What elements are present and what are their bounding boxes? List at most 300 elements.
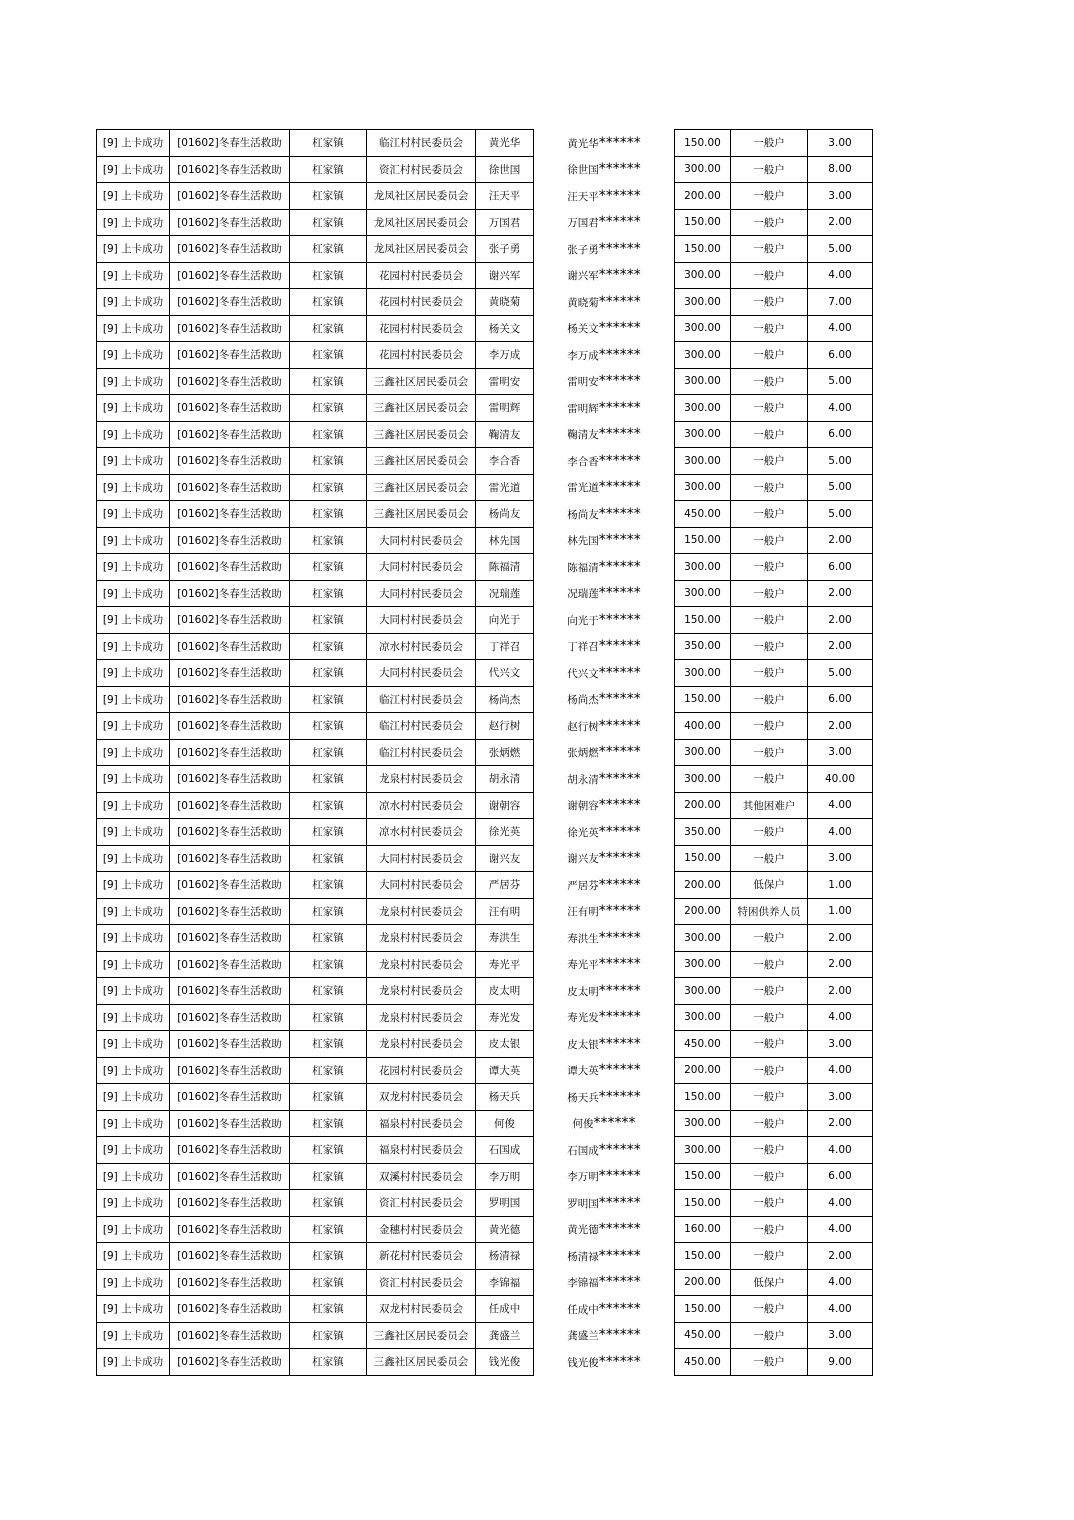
household-type-cell: 一般户	[731, 925, 808, 952]
amount-cell: 300.00	[675, 660, 731, 687]
household-type-cell: 一般户	[731, 951, 808, 978]
amount-cell: 150.00	[675, 845, 731, 872]
town-cell: 杠家镇	[290, 660, 367, 687]
masked-name-cell	[534, 633, 675, 660]
name-cell: 黄光华	[476, 130, 534, 157]
town-cell: 杠家镇	[290, 262, 367, 289]
village-cell: 凉水村村民委员会	[367, 792, 476, 819]
status-cell: [9] 上卡成功	[97, 660, 170, 687]
village-cell: 龙泉村村民委员会	[367, 898, 476, 925]
project-cell: [01602]冬春生活救助	[170, 898, 290, 925]
count-cell: 3.00	[808, 1322, 873, 1349]
masked-name-text: 寿光发	[567, 1012, 599, 1025]
masked-name-text: 严居芬	[567, 879, 599, 892]
masked-name-cell	[534, 209, 675, 236]
mask-text: ******	[598, 1247, 641, 1264]
amount-cell: 400.00	[675, 713, 731, 740]
village-cell: 大同村村民委员会	[367, 554, 476, 581]
village-cell: 龙凤社区居民委员会	[367, 209, 476, 236]
household-type-cell: 一般户	[731, 1163, 808, 1190]
status-cell: [9] 上卡成功	[97, 925, 170, 952]
masked-name-text: 张炳燃	[567, 747, 599, 760]
project-cell: [01602]冬春生活救助	[170, 1216, 290, 1243]
status-cell: [9] 上卡成功	[97, 421, 170, 448]
masked-name-cell	[534, 1269, 675, 1296]
village-cell: 龙凤社区居民委员会	[367, 236, 476, 263]
amount-cell: 200.00	[675, 872, 731, 899]
town-cell: 杠家镇	[290, 448, 367, 475]
masked-name-text: 杨天兵	[567, 1091, 599, 1104]
count-cell: 5.00	[808, 236, 873, 263]
relief-table	[96, 129, 873, 1376]
masked-name-text: 谢兴友	[567, 853, 599, 866]
village-cell: 新花村村民委员会	[367, 1243, 476, 1270]
amount-cell: 300.00	[675, 554, 731, 581]
amount-cell: 200.00	[675, 898, 731, 925]
table-row	[97, 1084, 873, 1111]
table-row	[97, 686, 873, 713]
household-type-cell: 一般户	[731, 766, 808, 793]
masked-name-text: 胡永清	[567, 773, 599, 786]
village-cell: 双龙村村民委员会	[367, 1296, 476, 1323]
status-cell: [9] 上卡成功	[97, 1216, 170, 1243]
table-row	[97, 1031, 873, 1058]
status-cell: [9] 上卡成功	[97, 156, 170, 183]
status-cell: [9] 上卡成功	[97, 474, 170, 501]
village-cell: 花园村村民委员会	[367, 342, 476, 369]
mask-text: ******	[598, 399, 641, 416]
masked-name-text: 谢朝容	[567, 800, 599, 813]
project-cell: [01602]冬春生活救助	[170, 1190, 290, 1217]
mask-text: ******	[598, 744, 641, 761]
household-type-cell: 一般户	[731, 421, 808, 448]
project-cell: [01602]冬春生活救助	[170, 1004, 290, 1031]
name-cell: 罗明国	[476, 1190, 534, 1217]
amount-cell: 300.00	[675, 1110, 731, 1137]
table-row	[97, 951, 873, 978]
village-cell: 双溪村村民委员会	[367, 1163, 476, 1190]
project-cell: [01602]冬春生活救助	[170, 792, 290, 819]
masked-name-cell	[534, 315, 675, 342]
amount-cell: 300.00	[675, 421, 731, 448]
count-cell: 4.00	[808, 1057, 873, 1084]
household-type-cell: 一般户	[731, 156, 808, 183]
table-row	[97, 1349, 873, 1376]
village-cell: 临江村村民委员会	[367, 686, 476, 713]
project-cell: [01602]冬春生活救助	[170, 607, 290, 634]
mask-text: ******	[598, 1062, 641, 1079]
masked-name-text: 汪天平	[567, 190, 599, 203]
town-cell: 杠家镇	[290, 607, 367, 634]
masked-name-cell	[534, 236, 675, 263]
masked-name-cell	[534, 289, 675, 316]
mask-text: ******	[598, 611, 641, 628]
name-cell: 汪有明	[476, 898, 534, 925]
household-type-cell: 一般户	[731, 660, 808, 687]
amount-cell: 300.00	[675, 925, 731, 952]
name-cell: 徐光英	[476, 819, 534, 846]
table-row	[97, 156, 873, 183]
project-cell: [01602]冬春生活救助	[170, 845, 290, 872]
name-cell: 石国成	[476, 1137, 534, 1164]
table-row	[97, 1004, 873, 1031]
village-cell: 三鑫社区居民委员会	[367, 448, 476, 475]
count-cell: 8.00	[808, 156, 873, 183]
amount-cell: 300.00	[675, 978, 731, 1005]
count-cell: 5.00	[808, 501, 873, 528]
masked-name-text: 杨尚杰	[567, 694, 599, 707]
masked-name-cell	[534, 262, 675, 289]
amount-cell: 150.00	[675, 209, 731, 236]
masked-name-cell	[534, 1216, 675, 1243]
table-row	[97, 236, 873, 263]
amount-cell: 300.00	[675, 368, 731, 395]
project-cell: [01602]冬春生活救助	[170, 421, 290, 448]
amount-cell: 150.00	[675, 130, 731, 157]
count-cell: 2.00	[808, 1243, 873, 1270]
status-cell: [9] 上卡成功	[97, 1322, 170, 1349]
table-row	[97, 289, 873, 316]
count-cell: 3.00	[808, 845, 873, 872]
project-cell: [01602]冬春生活救助	[170, 1057, 290, 1084]
masked-name-text: 皮太明	[567, 985, 599, 998]
mask-text: ******	[598, 664, 641, 681]
mask-text: ******	[598, 479, 641, 496]
project-cell: [01602]冬春生活救助	[170, 819, 290, 846]
household-type-cell: 一般户	[731, 315, 808, 342]
mask-text: ******	[598, 1141, 641, 1158]
project-cell: [01602]冬春生活救助	[170, 474, 290, 501]
masked-name-cell	[534, 395, 675, 422]
masked-name-text: 寿光平	[567, 959, 599, 972]
town-cell: 杠家镇	[290, 1004, 367, 1031]
amount-cell: 450.00	[675, 1322, 731, 1349]
masked-name-cell	[534, 845, 675, 872]
masked-name-cell	[534, 686, 675, 713]
masked-name-cell	[534, 792, 675, 819]
town-cell: 杠家镇	[290, 1349, 367, 1376]
name-cell: 钱光俊	[476, 1349, 534, 1376]
mask-text: ******	[598, 823, 641, 840]
town-cell: 杠家镇	[290, 633, 367, 660]
masked-name-cell	[534, 554, 675, 581]
name-cell: 寿洪生	[476, 925, 534, 952]
masked-name-text: 万国君	[567, 217, 599, 230]
town-cell: 杠家镇	[290, 342, 367, 369]
household-type-cell: 特困供养人员	[731, 898, 808, 925]
status-cell: [9] 上卡成功	[97, 951, 170, 978]
masked-name-cell	[534, 607, 675, 634]
masked-name-cell	[534, 1137, 675, 1164]
count-cell: 2.00	[808, 607, 873, 634]
amount-cell: 300.00	[675, 766, 731, 793]
name-cell: 谭大英	[476, 1057, 534, 1084]
village-cell: 大同村村民委员会	[367, 580, 476, 607]
table-row	[97, 925, 873, 952]
mask-text: ******	[598, 1327, 641, 1344]
village-cell: 三鑫社区居民委员会	[367, 501, 476, 528]
masked-name-text: 黄光德	[567, 1224, 599, 1237]
table-row	[97, 633, 873, 660]
project-cell: [01602]冬春生活救助	[170, 1031, 290, 1058]
amount-cell: 300.00	[675, 739, 731, 766]
name-cell: 李万成	[476, 342, 534, 369]
household-type-cell: 一般户	[731, 1137, 808, 1164]
table-row	[97, 501, 873, 528]
status-cell: [9] 上卡成功	[97, 633, 170, 660]
town-cell: 杠家镇	[290, 1031, 367, 1058]
status-cell: [9] 上卡成功	[97, 1296, 170, 1323]
status-cell: [9] 上卡成功	[97, 1349, 170, 1376]
masked-name-cell	[534, 448, 675, 475]
town-cell: 杠家镇	[290, 156, 367, 183]
name-cell: 向光于	[476, 607, 534, 634]
mask-text: ******	[598, 903, 641, 920]
table-row	[97, 527, 873, 554]
amount-cell: 300.00	[675, 315, 731, 342]
village-cell: 临江村村民委员会	[367, 130, 476, 157]
count-cell: 2.00	[808, 633, 873, 660]
town-cell: 杠家镇	[290, 1322, 367, 1349]
village-cell: 花园村村民委员会	[367, 289, 476, 316]
name-cell: 龚盛兰	[476, 1322, 534, 1349]
count-cell: 6.00	[808, 342, 873, 369]
town-cell: 杠家镇	[290, 395, 367, 422]
name-cell: 谢朝容	[476, 792, 534, 819]
masked-name-text: 林先国	[567, 535, 599, 548]
mask-text: ******	[598, 532, 641, 549]
village-cell: 金穗村村民委员会	[367, 1216, 476, 1243]
masked-name-cell	[534, 898, 675, 925]
masked-name-cell	[534, 1110, 675, 1137]
project-cell: [01602]冬春生活救助	[170, 739, 290, 766]
status-cell: [9] 上卡成功	[97, 262, 170, 289]
masked-name-cell	[534, 1349, 675, 1376]
masked-name-text: 鞠清友	[567, 429, 599, 442]
count-cell: 4.00	[808, 1004, 873, 1031]
count-cell: 6.00	[808, 686, 873, 713]
mask-text: ******	[598, 770, 641, 787]
mask-text: ******	[598, 691, 641, 708]
household-type-cell: 一般户	[731, 1243, 808, 1270]
household-type-cell: 一般户	[731, 1110, 808, 1137]
masked-name-text: 丁祥召	[567, 641, 599, 654]
masked-name-text: 谭大英	[567, 1065, 599, 1078]
masked-name-cell	[534, 1031, 675, 1058]
project-cell: [01602]冬春生活救助	[170, 633, 290, 660]
table-row	[97, 1243, 873, 1270]
masked-name-text: 杨关文	[567, 323, 599, 336]
project-cell: [01602]冬春生活救助	[170, 1322, 290, 1349]
town-cell: 杠家镇	[290, 766, 367, 793]
project-cell: [01602]冬春生活救助	[170, 925, 290, 952]
project-cell: [01602]冬春生活救助	[170, 262, 290, 289]
masked-name-text: 况瑞莲	[567, 588, 599, 601]
table-row	[97, 448, 873, 475]
count-cell: 6.00	[808, 421, 873, 448]
household-type-cell: 一般户	[731, 130, 808, 157]
village-cell: 大同村村民委员会	[367, 845, 476, 872]
count-cell: 3.00	[808, 183, 873, 210]
village-cell: 资汇村村民委员会	[367, 156, 476, 183]
table-row	[97, 209, 873, 236]
town-cell: 杠家镇	[290, 713, 367, 740]
name-cell: 杨尚杰	[476, 686, 534, 713]
status-cell: [9] 上卡成功	[97, 395, 170, 422]
table-row	[97, 1296, 873, 1323]
mask-text: ******	[598, 1035, 641, 1052]
mask-text: ******	[598, 452, 641, 469]
masked-name-cell	[534, 130, 675, 157]
project-cell: [01602]冬春生活救助	[170, 209, 290, 236]
household-type-cell: 一般户	[731, 236, 808, 263]
table-row	[97, 474, 873, 501]
masked-name-cell	[534, 1296, 675, 1323]
table-row	[97, 554, 873, 581]
name-cell: 寿光平	[476, 951, 534, 978]
mask-text: ******	[598, 505, 641, 522]
count-cell: 4.00	[808, 792, 873, 819]
masked-name-cell	[534, 1084, 675, 1111]
amount-cell: 200.00	[675, 1057, 731, 1084]
table-row	[97, 845, 873, 872]
town-cell: 杠家镇	[290, 527, 367, 554]
amount-cell: 300.00	[675, 1137, 731, 1164]
household-type-cell: 一般户	[731, 580, 808, 607]
table-row	[97, 1057, 873, 1084]
amount-cell: 300.00	[675, 580, 731, 607]
name-cell: 杨尚友	[476, 501, 534, 528]
mask-text: ******	[598, 1274, 641, 1291]
name-cell: 李锦福	[476, 1269, 534, 1296]
count-cell: 2.00	[808, 713, 873, 740]
household-type-cell: 一般户	[731, 978, 808, 1005]
name-cell: 丁祥召	[476, 633, 534, 660]
village-cell: 三鑫社区居民委员会	[367, 395, 476, 422]
town-cell: 杠家镇	[290, 819, 367, 846]
count-cell: 6.00	[808, 554, 873, 581]
masked-name-text: 雷明安	[567, 376, 599, 389]
village-cell: 三鑫社区居民委员会	[367, 1349, 476, 1376]
name-cell: 赵行树	[476, 713, 534, 740]
village-cell: 三鑫社区居民委员会	[367, 421, 476, 448]
name-cell: 汪天平	[476, 183, 534, 210]
name-cell: 黄光德	[476, 1216, 534, 1243]
table-row	[97, 819, 873, 846]
project-cell: [01602]冬春生活救助	[170, 236, 290, 263]
amount-cell: 160.00	[675, 1216, 731, 1243]
table-row	[97, 792, 873, 819]
household-type-cell: 低保户	[731, 872, 808, 899]
village-cell: 花园村村民委员会	[367, 262, 476, 289]
masked-name-cell	[534, 501, 675, 528]
town-cell: 杠家镇	[290, 421, 367, 448]
town-cell: 杠家镇	[290, 1163, 367, 1190]
village-cell: 资汇村村民委员会	[367, 1190, 476, 1217]
household-type-cell: 一般户	[731, 633, 808, 660]
amount-cell: 150.00	[675, 1084, 731, 1111]
household-type-cell: 一般户	[731, 739, 808, 766]
table-row	[97, 1110, 873, 1137]
masked-name-text: 杨清禄	[567, 1250, 599, 1263]
count-cell: 1.00	[808, 898, 873, 925]
mask-text: ******	[593, 1115, 636, 1132]
status-cell: [9] 上卡成功	[97, 1163, 170, 1190]
count-cell: 9.00	[808, 1349, 873, 1376]
status-cell: [9] 上卡成功	[97, 1057, 170, 1084]
household-type-cell: 低保户	[731, 1269, 808, 1296]
household-type-cell: 一般户	[731, 1057, 808, 1084]
village-cell: 三鑫社区居民委员会	[367, 474, 476, 501]
count-cell: 2.00	[808, 580, 873, 607]
count-cell: 4.00	[808, 1296, 873, 1323]
project-cell: [01602]冬春生活救助	[170, 130, 290, 157]
village-cell: 三鑫社区居民委员会	[367, 368, 476, 395]
status-cell: [9] 上卡成功	[97, 527, 170, 554]
project-cell: [01602]冬春生活救助	[170, 1137, 290, 1164]
mask-text: ******	[598, 929, 641, 946]
project-cell: [01602]冬春生活救助	[170, 527, 290, 554]
town-cell: 杠家镇	[290, 1137, 367, 1164]
project-cell: [01602]冬春生活救助	[170, 686, 290, 713]
name-cell: 万国君	[476, 209, 534, 236]
household-type-cell: 一般户	[731, 183, 808, 210]
household-type-cell: 一般户	[731, 209, 808, 236]
household-type-cell: 一般户	[731, 554, 808, 581]
count-cell: 4.00	[808, 315, 873, 342]
project-cell: [01602]冬春生活救助	[170, 713, 290, 740]
amount-cell: 150.00	[675, 1163, 731, 1190]
village-cell: 龙泉村村民委员会	[367, 925, 476, 952]
project-cell: [01602]冬春生活救助	[170, 183, 290, 210]
masked-name-cell	[534, 713, 675, 740]
status-cell: [9] 上卡成功	[97, 315, 170, 342]
status-cell: [9] 上卡成功	[97, 1269, 170, 1296]
town-cell: 杠家镇	[290, 739, 367, 766]
masked-name-text: 钱光俊	[567, 1356, 599, 1369]
village-cell: 龙泉村村民委员会	[367, 1004, 476, 1031]
masked-name-cell	[534, 1322, 675, 1349]
mask-text: ******	[598, 161, 641, 178]
amount-cell: 300.00	[675, 289, 731, 316]
status-cell: [9] 上卡成功	[97, 686, 170, 713]
village-cell: 凉水村村民委员会	[367, 819, 476, 846]
project-cell: [01602]冬春生活救助	[170, 289, 290, 316]
masked-name-text: 张子勇	[567, 243, 599, 256]
town-cell: 杠家镇	[290, 368, 367, 395]
household-type-cell: 一般户	[731, 262, 808, 289]
table-row	[97, 1216, 873, 1243]
name-cell: 寿光发	[476, 1004, 534, 1031]
town-cell: 杠家镇	[290, 1243, 367, 1270]
name-cell: 陈福清	[476, 554, 534, 581]
name-cell: 杨天兵	[476, 1084, 534, 1111]
masked-name-cell	[534, 872, 675, 899]
masked-name-text: 向光于	[567, 614, 599, 627]
amount-cell: 150.00	[675, 1296, 731, 1323]
village-cell: 资汇村村民委员会	[367, 1269, 476, 1296]
table-row	[97, 739, 873, 766]
name-cell: 谢兴军	[476, 262, 534, 289]
mask-text: ******	[598, 1353, 641, 1370]
count-cell: 3.00	[808, 1031, 873, 1058]
household-type-cell: 一般户	[731, 395, 808, 422]
masked-name-cell	[534, 951, 675, 978]
name-cell: 张炳燃	[476, 739, 534, 766]
table-row	[97, 368, 873, 395]
amount-cell: 350.00	[675, 819, 731, 846]
masked-name-text: 龚盛兰	[567, 1330, 599, 1343]
